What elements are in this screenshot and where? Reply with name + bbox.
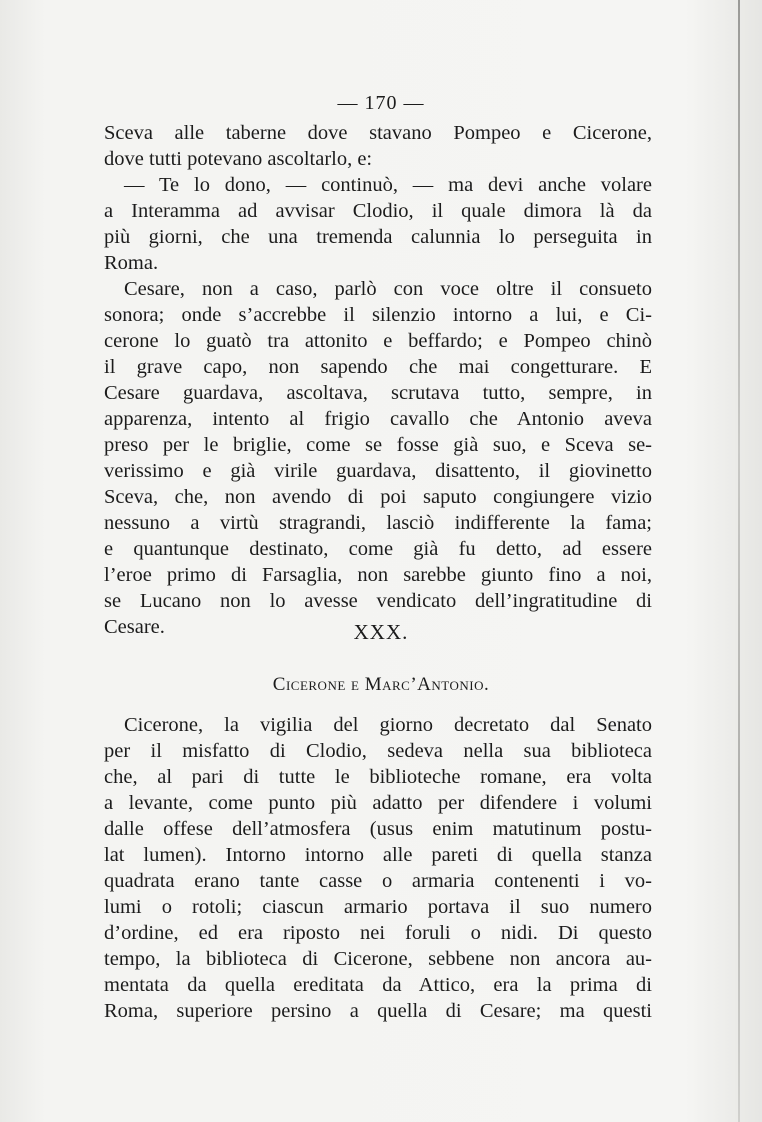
text-line: e quantunque destinato, come già fu detto, ad essere [104, 538, 652, 560]
text-line: a levante, come punto più adatto per difendere i volumi [104, 792, 652, 814]
text-line: che, al pari di tutte le biblioteche romane, era volta [104, 766, 652, 788]
text-line: dalle offese dell’atmosfera (usus enim matutinum postu- [104, 818, 652, 840]
page-number: — 170 — [337, 92, 425, 114]
text-line: più giorni, che una tremenda calunnia lo perseguita in [104, 226, 652, 248]
text-line: Cicerone, la vigilia del giorno decretato dal Senato [124, 714, 652, 736]
text-line: Sceva alle taberne dove stavano Pompeo e Cicerone, [104, 122, 652, 144]
text-line: Sceva, che, non avendo di poi saputo congiungere vizio [104, 486, 652, 508]
text-line: cerone lo guatò tra attonito e beffardo; e Pompeo chinò [104, 330, 652, 352]
chapter-number: XXX. [353, 620, 409, 644]
text-line: l’eroe primo di Farsaglia, non sarebbe giunto fino a noi, [104, 564, 652, 586]
text-line: se Lucano non lo avesse vendicato dell’ingratitudine di [104, 590, 652, 612]
text-line: Cesare, non a caso, parlò con voce oltre il consueto [124, 278, 652, 300]
text-block-chapter [104, 712, 652, 1024]
text-line: a Interamma ad avvisar Clodio, il quale dimora là da [104, 200, 652, 222]
text-line: lumi o rotoli; ciascun armario portava il suo numero [104, 896, 652, 918]
text-line: Roma. [104, 252, 159, 274]
text-line: lat lumen). Intorno intorno alle pareti di quella stanza [104, 844, 652, 866]
text-block-continuation [104, 120, 652, 640]
text-line: tempo, la biblioteca di Cicerone, sebbene non ancora au- [104, 948, 652, 970]
text-line: Cesare guardava, ascoltava, scrutava tutto, sempre, in [104, 382, 652, 404]
text-line: il grave capo, non sapendo che mai congetturare. E [104, 356, 652, 378]
text-line: d’ordine, ed era riposto nei foruli o nidi. Di questo [104, 922, 652, 944]
text-line: preso per le briglie, come se fosse già suo, e Sceva se- [104, 434, 652, 456]
page-spine-edge [738, 0, 740, 1122]
text-line: apparenza, intento al frigio cavallo che Antonio aveva [104, 408, 652, 430]
text-line: mentata da quella ereditata da Attico, era la prima di [104, 974, 652, 996]
text-line: Roma, superiore persino a quella di Cesare; ma questi [104, 1000, 652, 1022]
text-line: per il misfatto di Clodio, sedeva nella sua biblioteca [104, 740, 652, 762]
text-line: — Te lo dono, — continuò, — ma devi anche volare [124, 174, 652, 196]
text-line: Cesare. [104, 616, 165, 638]
text-line: quadrata erano tante casse o armaria contenenti i vo- [104, 870, 652, 892]
text-line: dove tutti potevano ascoltarlo, e: [104, 148, 373, 170]
text-line: sonora; onde s’accrebbe il silenzio intorno a lui, e Ci- [104, 304, 652, 326]
text-line: verissimo e già virile guardava, disattento, il giovinetto [104, 460, 652, 482]
chapter-title: Cicerone e Marc’Antonio. [272, 674, 490, 695]
text-line: nessuno a virtù stragrandi, lasciò indifferente la fama; [104, 512, 652, 534]
